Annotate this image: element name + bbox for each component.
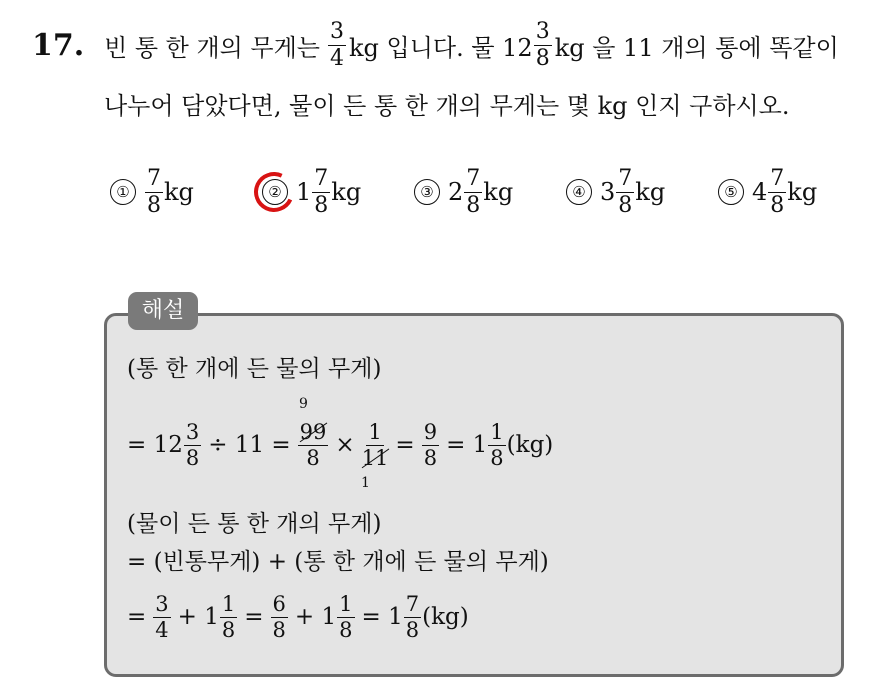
choice-3[interactable]: [414, 162, 513, 222]
solution-fraction: [488, 419, 505, 470]
solution-fraction: [153, 591, 170, 642]
choice-1[interactable]: [110, 162, 194, 222]
solution-text: =: [127, 604, 147, 630]
fraction-denominator: 8: [272, 617, 286, 642]
solution-fraction-cancelled: [361, 419, 389, 470]
fraction-denominator: 8: [535, 45, 550, 71]
solution-line-3: (물이 든 통 한 개의 무게): [127, 511, 382, 537]
solution-fraction: [422, 419, 439, 470]
fraction-numerator: 3: [185, 419, 200, 444]
solution-unit: (kg): [506, 432, 554, 458]
fraction-numerator: 7: [147, 165, 161, 191]
fraction-denominator: 8: [185, 445, 200, 470]
solution-line-5: [127, 584, 469, 650]
choice-4[interactable]: [566, 162, 665, 222]
question-text-b: kg 입니다. 물 12: [349, 33, 533, 62]
choice-marker: ①: [110, 179, 136, 205]
solution-text: ×: [335, 432, 355, 458]
solution-fraction-cancelled: [298, 419, 329, 470]
fraction-denominator: 8: [405, 617, 420, 642]
choice-unit: kg: [787, 178, 818, 206]
solution-fraction: [404, 591, 421, 642]
cancel-result-bottom: 1: [361, 475, 370, 491]
cancelled-number: 99: [299, 419, 327, 444]
choice-fraction: [312, 165, 330, 218]
choice-unit: kg: [331, 178, 362, 206]
solution-unit: (kg): [422, 604, 469, 630]
choice-marker: ③: [414, 179, 440, 205]
fraction-numerator: 1: [368, 419, 382, 444]
cancelled-number: 11: [361, 445, 389, 470]
choice-whole: 2: [448, 178, 464, 206]
solution-text: = 1: [361, 604, 403, 630]
choice-fraction: [464, 165, 482, 218]
solution-tag: 해설: [128, 292, 198, 330]
fraction-denominator: 8: [314, 192, 329, 218]
question-text-c: kg 을 11 개의 통에 똑같이: [554, 33, 839, 62]
fraction-numerator: [298, 419, 329, 446]
fraction-numerator: 1: [221, 591, 236, 616]
solution-line-1: (통 한 개에 든 물의 무게): [127, 356, 382, 382]
fraction-denominator: 8: [147, 192, 161, 218]
choice-unit: kg: [164, 178, 194, 206]
fraction-denominator: 8: [466, 192, 481, 218]
fraction-denominator: 8: [618, 192, 633, 218]
solution-text: =: [395, 432, 415, 458]
choice-unit: kg: [483, 178, 514, 206]
solution-text: + 1: [177, 604, 219, 630]
solution-line-4: = (빈통무게) + (통 한 개에 든 물의 무게): [127, 549, 549, 575]
fraction-numerator: 1: [490, 419, 504, 444]
fraction-three-eighths: [534, 18, 552, 71]
solution-text: ÷ 11 =: [208, 432, 291, 458]
solution-text: = 1: [446, 432, 488, 458]
fraction-denominator: 4: [155, 617, 169, 642]
choice-marker: ⑤: [718, 179, 744, 205]
fraction-denominator: 8: [221, 617, 236, 642]
choice-fraction: [616, 165, 634, 218]
solution-fraction: [184, 419, 201, 470]
fraction-numerator: 7: [770, 165, 785, 191]
question-text-a: 빈 통 한 개의 무게는: [104, 33, 320, 62]
choice-fraction: [145, 165, 163, 218]
solution-fraction: [220, 591, 237, 642]
choice-marker: ④: [566, 179, 592, 205]
fraction-numerator: 1: [339, 591, 353, 616]
cancel-result-top: 9: [299, 396, 308, 412]
choice-whole: 4: [752, 178, 768, 206]
fraction-numerator: 3: [155, 591, 169, 616]
solution-text: =: [244, 604, 264, 630]
fraction-denominator: 8: [770, 192, 785, 218]
question-line-2: 나누어 담았다면, 물이 든 통 한 개의 무게는 몇 kg 인지 구하시오.: [104, 92, 790, 120]
fraction-numerator: 3: [330, 18, 344, 44]
solution-line-2: [127, 412, 553, 478]
fraction-denominator: 4: [330, 45, 344, 71]
solution-fraction: [271, 591, 288, 642]
fraction-numerator: 7: [405, 591, 420, 616]
solution-text: = 12: [127, 432, 183, 458]
question-line-1: [104, 14, 839, 76]
fraction-numerator: 7: [314, 165, 329, 191]
choice-unit: kg: [635, 178, 666, 206]
solution-text: + 1: [294, 604, 337, 630]
fraction-three-quarters: [328, 18, 346, 71]
choice-whole: 1: [296, 178, 312, 206]
fraction-denominator: 8: [490, 445, 504, 470]
fraction-denominator: 8: [339, 617, 353, 642]
fraction-numerator: 3: [535, 18, 550, 44]
choice-whole: 3: [600, 178, 616, 206]
fraction-numerator: 9: [423, 419, 438, 444]
question-number: 17.: [32, 28, 85, 63]
fraction-numerator: 6: [272, 591, 286, 616]
fraction-numerator: 7: [466, 165, 481, 191]
fraction-denominator: [362, 446, 389, 469]
fraction-denominator: 8: [423, 445, 438, 470]
choice-marker: ②: [262, 179, 288, 205]
fraction-denominator: 8: [306, 445, 320, 470]
solution-fraction: [337, 591, 354, 642]
choice-5[interactable]: [718, 162, 817, 222]
fraction-numerator: 7: [618, 165, 633, 191]
choice-fraction: [768, 165, 786, 218]
